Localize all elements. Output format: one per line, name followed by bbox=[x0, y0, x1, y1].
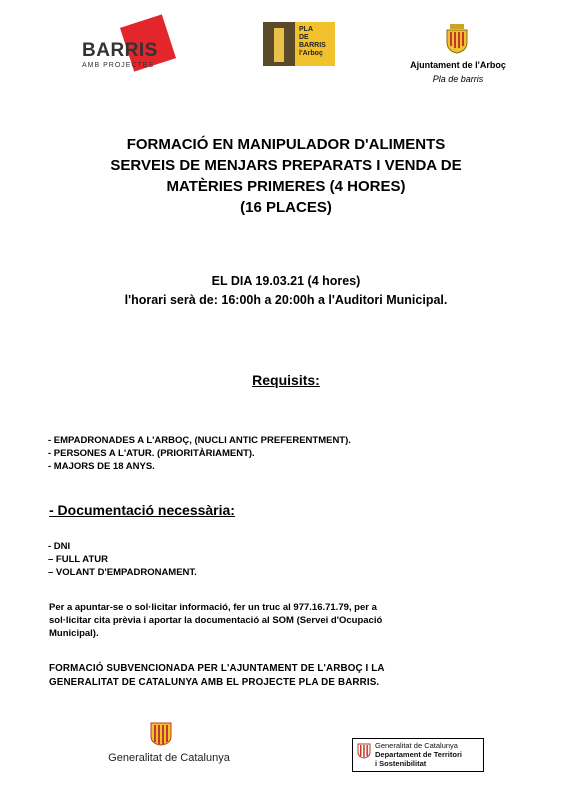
schedule bbox=[40, 272, 532, 310]
coat-of-arms-icon bbox=[442, 24, 472, 54]
ajuntament-logo bbox=[400, 22, 516, 88]
barris-logo-word: BARRIS bbox=[82, 40, 158, 61]
list-item: - DNI bbox=[48, 541, 71, 552]
generalitat-logo bbox=[84, 722, 254, 770]
paragraph-line: Municipal). bbox=[49, 628, 99, 639]
generalitat-name: Generalitat de Catalunya bbox=[108, 752, 230, 764]
paragraph-line: GENERALITAT DE CATALUNYA AMB EL PROJECTE PLA DE BARRIS. bbox=[49, 677, 380, 688]
title-line: (16 PLACES) bbox=[240, 199, 332, 216]
list-item: - PERSONES A L'ATUR. (PRIORITÀRIAMENT). bbox=[48, 448, 255, 459]
list-item: – VOLANT D'EMPADRONAMENT. bbox=[48, 567, 197, 578]
territori-line: Generalitat de Catalunya bbox=[375, 741, 458, 750]
territori-line: Departament de Territori bbox=[375, 750, 462, 759]
requirements-heading: Requisits: bbox=[252, 372, 320, 388]
list-item: - EMPADRONADES A L'ARBOÇ, (NUCLI ANTIC PREFERENTMENT). bbox=[48, 435, 351, 446]
ajuntament-name: Ajuntament de l'Arboç bbox=[410, 60, 506, 70]
funding-paragraph bbox=[49, 662, 523, 690]
documentation-list bbox=[48, 540, 528, 579]
tower-icon bbox=[274, 28, 284, 62]
requirements-list bbox=[48, 434, 528, 473]
title-line: SERVEIS DE MENJARS PREPARATS I VENDA DE bbox=[110, 157, 462, 174]
list-item: – FULL ATUR bbox=[48, 554, 108, 565]
paragraph-line: FORMACIÓ SUBVENCIONADA PER L'AJUNTAMENT DE L'ARBOÇ I LA bbox=[49, 663, 385, 674]
pla-de-barris-logo bbox=[263, 22, 335, 66]
senyera-emblem-icon bbox=[150, 722, 172, 746]
title-line: FORMACIÓ EN MANIPULADOR D'ALIMENTS bbox=[126, 136, 446, 153]
barris-logo-tagline: AMB PROJECTES bbox=[82, 62, 155, 69]
date-line: EL DIA 19.03.21 (4 hores) bbox=[211, 274, 361, 288]
documentation-heading: - Documentació necessària: bbox=[49, 502, 235, 518]
territori-line: i Sostenibilitat bbox=[375, 759, 427, 768]
time-line: l'horari serà de: 16:00h a 20:00h a l'Auditori Municipal. bbox=[124, 293, 448, 307]
ajuntament-subtitle: Pla de barris bbox=[432, 74, 484, 84]
territori-logo bbox=[352, 738, 484, 772]
territori-text bbox=[375, 741, 462, 768]
senyera-emblem-icon bbox=[357, 743, 371, 759]
title-line: MATÈRIES PRIMERES (4 HORES) bbox=[166, 178, 406, 195]
barris-logo bbox=[76, 18, 176, 78]
paragraph-line: sol·licitar cita prèvia i aportar la documentació al SOM (Servei d'Ocupació bbox=[49, 615, 383, 626]
pla-logo-text: PLA DE BARRIS l'Arboç bbox=[299, 26, 326, 57]
paragraph-line: Per a apuntar-se o sol·licitar informació, fer un truc al 977.16.71.79, per a bbox=[49, 602, 377, 613]
list-item: - MAJORS DE 18 ANYS. bbox=[48, 461, 155, 472]
course-title bbox=[40, 134, 532, 218]
info-paragraph bbox=[49, 601, 519, 640]
